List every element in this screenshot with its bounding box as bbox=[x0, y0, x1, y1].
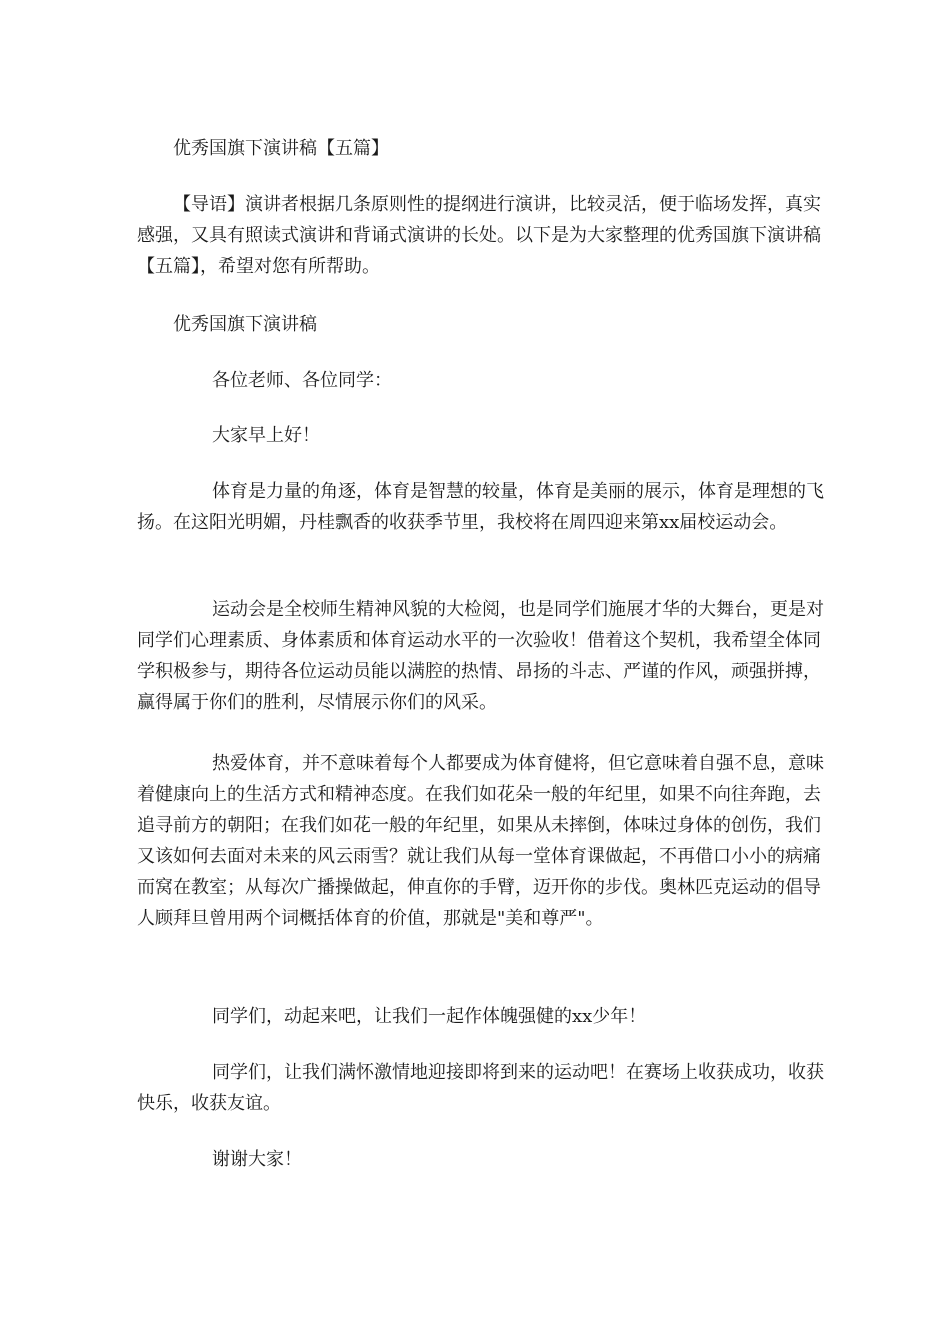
section-title: 优秀国旗下演讲稿 bbox=[173, 314, 317, 335]
greeting: 大家早上好！ bbox=[212, 425, 320, 446]
salutation: 各位老师、各位同学： bbox=[212, 370, 392, 391]
body-paragraph-5: 同学们，让我们满怀激情地迎接即将到来的运动吧！在赛场上收获成功，收获快乐，收获友谊。 bbox=[137, 1062, 824, 1114]
body-paragraph-4: 同学们，动起来吧，让我们一起作体魄强健的xx少年！ bbox=[212, 1006, 647, 1027]
document-title: 优秀国旗下演讲稿【五篇】 bbox=[173, 138, 389, 159]
body-paragraph-3: 热爱体育，并不意味着每个人都要成为体育健将，但它意味着自强不息，意味着健康向上的生活方式和精神态度。在我们如花朵一般的年纪里，如果不向往奔跑，去追寻前方的朝阳；在我们如花一般的年纪里，如果从未摔倒，体味过身体的创伤，我们又该如何去面对未来的风云雨雪？就让我们从每一堂体育课做起，不再借口小小的病痛而窝在教室；从每次广播操做起，伸直你的手臂，迈开你的步伐。奥林匹克运动的倡导人顾拜旦曾用两个词概括体育的价值，那就是"美和尊严"。 bbox=[137, 753, 824, 929]
intro-paragraph: 【导语】演讲者根据几条原则性的提纲进行演讲，比较灵活，便于临场发挥，真实感强，又具有照读式演讲和背诵式演讲的长处。以下是为大家整理的优秀国旗下演讲稿【五篇】，希望对您有所帮助。 bbox=[137, 194, 821, 277]
body-paragraph-2: 运动会是全校师生精神风貌的大检阅，也是同学们施展才华的大舞台，更是对同学们心理素质、身体素质和体育运动水平的一次验收！借着这个契机，我希望全体同学积极参与，期待各位运动员能以满腔的热情、昂扬的斗志、严谨的作风，顽强拼搏，赢得属于你们的胜利，尽情展示你们的风采。 bbox=[137, 599, 824, 713]
body-paragraph-1: 体育是力量的角逐，体育是智慧的较量，体育是美丽的展示，体育是理想的飞扬。在这阳光明媚，丹桂飘香的收获季节里，我校将在周四迎来第xx届校运动会。 bbox=[137, 481, 824, 533]
closing: 谢谢大家！ bbox=[212, 1149, 302, 1170]
